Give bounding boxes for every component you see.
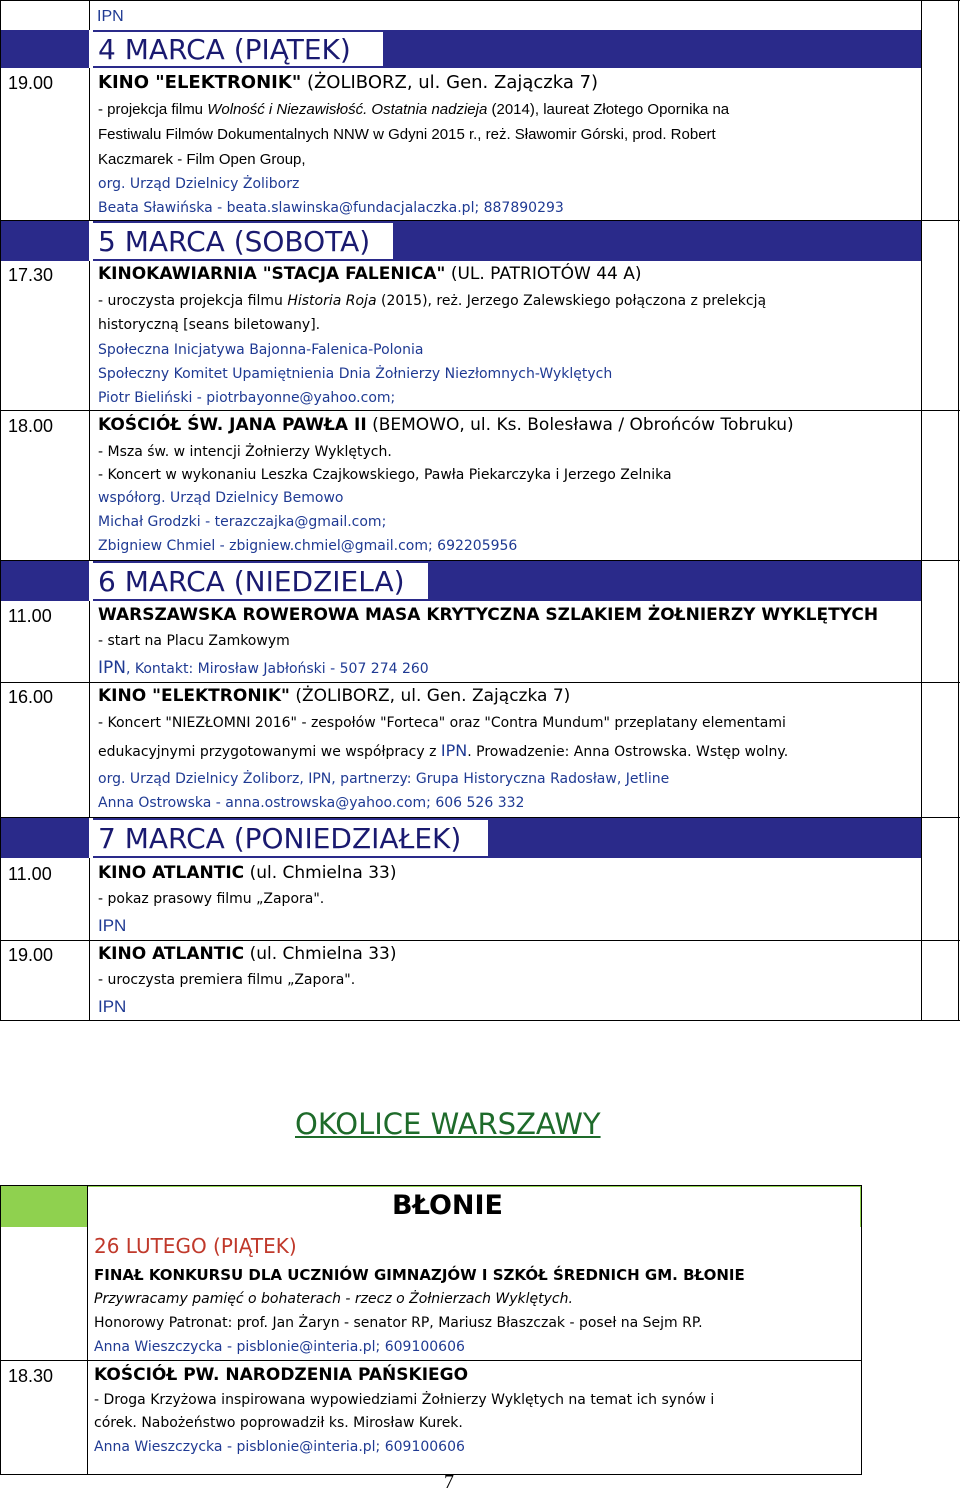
table-border-left bbox=[0, 0, 1, 1021]
event-venue bbox=[98, 266, 642, 283]
event-desc-line: - Msza św. w intencji Żołnierzy Wyklętych. bbox=[98, 444, 392, 460]
venue-name: KINOKAWIARNIA "STACJA FALENICA" bbox=[98, 264, 446, 284]
event-time: 16.00 bbox=[8, 687, 54, 707]
date-heading-okolice: 26 LUTEGO (PIĄTEK) bbox=[94, 1234, 297, 1258]
row-divider bbox=[0, 940, 960, 941]
event-contact: Beata Sławińska - beata.slawinska@fundacjalaczka.pl; 887890293 bbox=[98, 200, 564, 216]
venue-address: (BEMOWO, ul. Ks. Bolesława / Obrońców Tobruku) bbox=[372, 415, 794, 435]
event-desc-line: Przywracamy pamięć o bohaterach - rzecz o Żołnierzach Wyklętych. bbox=[94, 1291, 573, 1307]
ipn-label: IPN bbox=[98, 997, 127, 1016]
event-time: 11.00 bbox=[8, 606, 52, 626]
event-time: 19.00 bbox=[8, 945, 54, 965]
event-title: WARSZAWSKA ROWEROWA MASA KRYTYCZNA SZLAKIEM ŻOŁNIERZY WYKLĘTYCH bbox=[98, 605, 879, 625]
event-time: 18.30 bbox=[8, 1366, 54, 1386]
event-desc-line: - Droga Krzyżowa inspirowana wypowiedziami Żołnierzy Wyklętych na temat ich synów i bbox=[94, 1392, 715, 1408]
table-border-right bbox=[958, 0, 959, 1021]
top-ipn-label: IPN bbox=[97, 8, 124, 25]
event-desc-line: - pokaz prasowy filmu „Zapora". bbox=[98, 891, 325, 907]
ipn-inline: IPN bbox=[440, 741, 468, 760]
event-time: 11.00 bbox=[8, 864, 52, 884]
event-desc-line: historyczną [seans biletowany]. bbox=[98, 317, 321, 333]
event-contact: Anna Wieszczycka - pisblonie@interia.pl; 609100606 bbox=[94, 1339, 465, 1355]
section-heading: OKOLICE WARSZAWY bbox=[295, 1107, 601, 1141]
table-border-bottom bbox=[0, 1020, 960, 1021]
event-contact: Zbigniew Chmiel - zbigniew.chmiel@gmail.com; 692205956 bbox=[98, 538, 518, 554]
row-divider bbox=[0, 410, 960, 411]
event-venue bbox=[98, 865, 396, 882]
event-patronat: Honorowy Patronat: prof. Jan Żaryn - senator RP, Mariusz Błaszczak - poseł na Sejm RP. bbox=[94, 1315, 703, 1331]
event-desc-line: Festiwalu Filmów Dokumentalnych NNW w Gdyni 2015 r., reż. Sławomir Górski, prod. Robert bbox=[98, 126, 716, 143]
venue-name: KINO "ELEKTRONIK" bbox=[98, 72, 302, 93]
event-venue bbox=[98, 74, 598, 92]
event-time: 18.00 bbox=[8, 416, 54, 436]
event-contact: Piotr Bieliński - piotrbayonne@yahoo.com; bbox=[98, 390, 396, 406]
event-organizer: org. Urząd Dzielnicy Żoliborz bbox=[98, 176, 300, 192]
event-organizer: Społeczna Inicjatywa Bajonna-Falenica-Polonia bbox=[98, 342, 424, 358]
event-desc-line: - start na Placu Zamkowym bbox=[98, 633, 290, 649]
event-contact: Anna Ostrowska - anna.ostrowska@yahoo.com; 606 526 332 bbox=[98, 795, 525, 811]
venue-name: KINO ATLANTIC bbox=[98, 863, 245, 883]
table2-border-left bbox=[0, 1185, 1, 1475]
date-heading-day3: 6 MARCA (NIEDZIELA) bbox=[98, 565, 405, 598]
table2-border-bottom bbox=[0, 1474, 862, 1475]
event-contact: Michał Grodzki - terazczajka@gmail.com; bbox=[98, 514, 387, 530]
event-contact: Anna Wieszczycka - pisblonie@interia.pl; 609100606 bbox=[94, 1439, 465, 1455]
venue-name: KINO "ELEKTRONIK" bbox=[98, 686, 290, 706]
event-time: 17.30 bbox=[8, 265, 54, 285]
event-desc-line: - projekcja filmu Wolność i Niezawisłość. Ostatnia nadzieja (2014), laureat Złotego Opornika na bbox=[98, 101, 730, 118]
date-heading-day1: 4 MARCA (PIĄTEK) bbox=[98, 33, 351, 66]
row-divider bbox=[0, 682, 960, 683]
event-desc-line: edukacyjnymi przygotowanymi we współpracy z IPN. Prowadzenie: Anna Ostrowska. Wstęp wolny. bbox=[98, 741, 789, 760]
venue-address: (ul. Chmielna 33) bbox=[249, 944, 397, 964]
venue-name: KOŚCIÓŁ ŚW. JANA PAWŁA II bbox=[98, 415, 367, 435]
event-time: 19.00 bbox=[8, 73, 54, 93]
event-title: FINAŁ KONKURSU DLA UCZNIÓW GIMNAZJÓW I SZKÓŁ ŚREDNICH GM. BŁONIE bbox=[94, 1266, 745, 1284]
town-heading: BŁONIE bbox=[392, 1190, 503, 1221]
event-desc-line: Kaczmarek - Film Open Group, bbox=[98, 151, 306, 168]
event-venue bbox=[98, 417, 794, 434]
table-border-top bbox=[0, 0, 960, 1]
event-organizer: współorg. Urząd Dzielnicy Bemowo bbox=[98, 490, 344, 506]
event-organizer: Społeczny Komitet Upamiętnienia Dnia Żołnierzy Niezłomnych-Wyklętych bbox=[98, 366, 613, 382]
event-venue bbox=[98, 688, 570, 705]
date-heading-day2: 5 MARCA (SOBOTA) bbox=[98, 225, 371, 258]
table2-divider-col1 bbox=[87, 1185, 88, 1475]
venue-name: KINO ATLANTIC bbox=[98, 944, 245, 964]
table2-border-right bbox=[861, 1185, 862, 1475]
ipn-label: IPN bbox=[98, 658, 126, 678]
venue-address: (ŻOLIBORZ, ul. Gen. Zajączka 7) bbox=[295, 686, 571, 706]
table-divider-col1 bbox=[89, 0, 90, 1021]
event-organizer: org. Urząd Dzielnicy Żoliborz, IPN, partnerzy: Grupa Historyczna Radosław, Jetline bbox=[98, 771, 670, 787]
venue-address: (ŻOLIBORZ, ul. Gen. Zajączka 7) bbox=[306, 72, 599, 93]
venue-address: (UL. PATRIOTÓW 44 A) bbox=[450, 264, 642, 284]
event-title: KOŚCIÓŁ PW. NARODZENIA PAŃSKIEGO bbox=[94, 1365, 469, 1385]
event-desc-line: córek. Nabożeństwo poprowadził ks. Mirosław Kurek. bbox=[94, 1415, 463, 1431]
ipn-label: IPN bbox=[98, 916, 127, 935]
event-contact-line bbox=[98, 660, 429, 677]
event-venue bbox=[98, 946, 396, 963]
event-desc-line: - uroczysta projekcja filmu Historia Roja (2015), reż. Jerzego Zalewskiego połączona z prelekcją bbox=[98, 293, 767, 309]
table-divider-col2 bbox=[921, 0, 922, 1021]
event-contact: , Kontakt: Mirosław Jabłoński - 507 274 260 bbox=[125, 661, 429, 677]
venue-address: (ul. Chmielna 33) bbox=[249, 863, 397, 883]
page-number: 7 bbox=[444, 1471, 454, 1493]
row-divider bbox=[0, 1360, 862, 1361]
event-desc-line: - uroczysta premiera filmu „Zapora". bbox=[98, 972, 356, 988]
date-heading-day4: 7 MARCA (PONIEDZIAŁEK) bbox=[98, 822, 462, 855]
event-desc-line: - Koncert "NIEZŁOMNI 2016" - zespołów "Forteca" oraz "Contra Mundum" przeplatany elementami bbox=[98, 715, 786, 731]
table2-border-top bbox=[0, 1185, 862, 1186]
event-desc-line: - Koncert w wykonaniu Leszka Czajkowskiego, Pawła Piekarczyka i Jerzego Zelnika bbox=[98, 467, 672, 483]
